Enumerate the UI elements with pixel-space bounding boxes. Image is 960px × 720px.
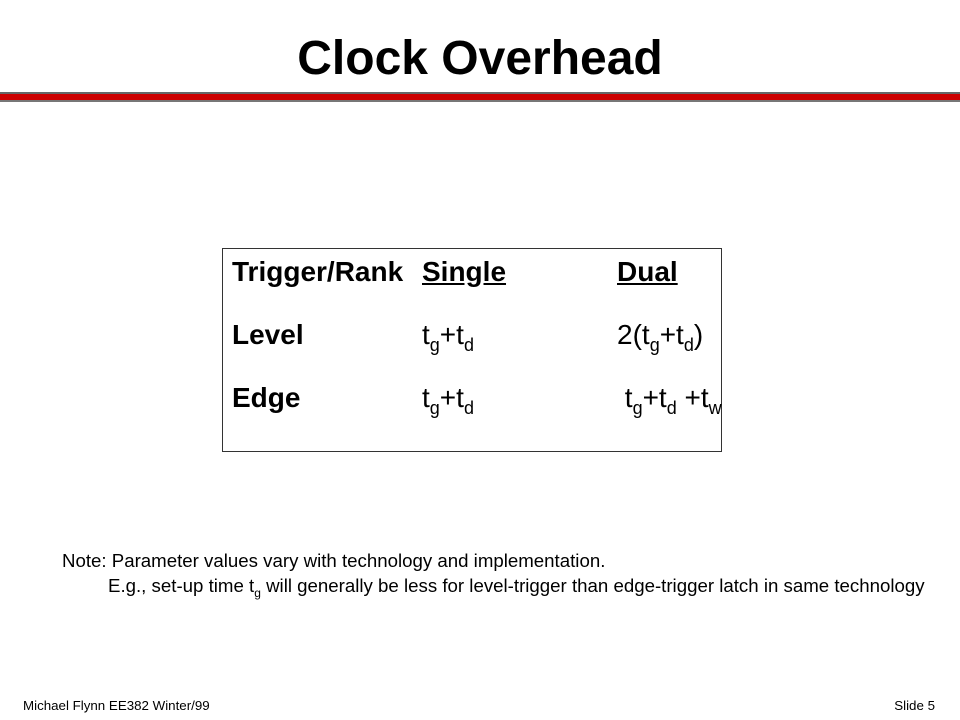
formula-subscript: g bbox=[649, 335, 660, 355]
clock-overhead-table bbox=[222, 248, 722, 452]
note-subscript: g bbox=[254, 586, 261, 600]
formula-text: ) bbox=[693, 319, 704, 350]
formula-subscript: w bbox=[708, 398, 722, 418]
formula-subscript: g bbox=[429, 335, 440, 355]
formula-subscript: d bbox=[666, 398, 677, 418]
row-label-edge: Edge bbox=[232, 382, 301, 413]
note-line-2 bbox=[108, 573, 925, 601]
slide-title: Clock Overhead bbox=[297, 32, 663, 85]
note-text: E.g., set-up time t bbox=[108, 575, 255, 596]
header-dual: Dual bbox=[617, 256, 678, 287]
edge-single-formula bbox=[422, 382, 474, 418]
formula-text: +t bbox=[642, 382, 667, 413]
title-accent-bar bbox=[0, 92, 960, 102]
row-label-level: Level bbox=[232, 319, 304, 350]
header-single: Single bbox=[422, 256, 507, 287]
formula-text: 2(t bbox=[617, 319, 650, 350]
footer-slide-number: Slide 5 bbox=[894, 698, 935, 713]
edge-dual-formula bbox=[617, 382, 722, 418]
header-trigger-rank: Trigger/Rank bbox=[232, 256, 404, 287]
formula-text: +t bbox=[439, 382, 464, 413]
formula-text: t bbox=[617, 382, 633, 413]
formula-subscript: g bbox=[632, 398, 643, 418]
footer-author: Michael Flynn EE382 Winter/99 bbox=[23, 698, 210, 713]
formula-text: +t bbox=[659, 319, 684, 350]
note-text: will generally be less for level-trigger than edge-trigger latch in same technology bbox=[260, 575, 925, 596]
level-dual-formula bbox=[617, 319, 704, 355]
note-line-1: Note: Parameter values vary with technology and implementation. bbox=[62, 550, 606, 571]
formula-subscript: g bbox=[429, 398, 440, 418]
level-single-formula bbox=[422, 319, 474, 355]
formula-text: +t bbox=[676, 382, 709, 413]
formula-subscript: d bbox=[683, 335, 694, 355]
formula-text: +t bbox=[439, 319, 464, 350]
formula-subscript: d bbox=[463, 398, 474, 418]
formula-subscript: d bbox=[463, 335, 474, 355]
formula-text: t bbox=[422, 382, 430, 413]
formula-text: t bbox=[422, 319, 430, 350]
